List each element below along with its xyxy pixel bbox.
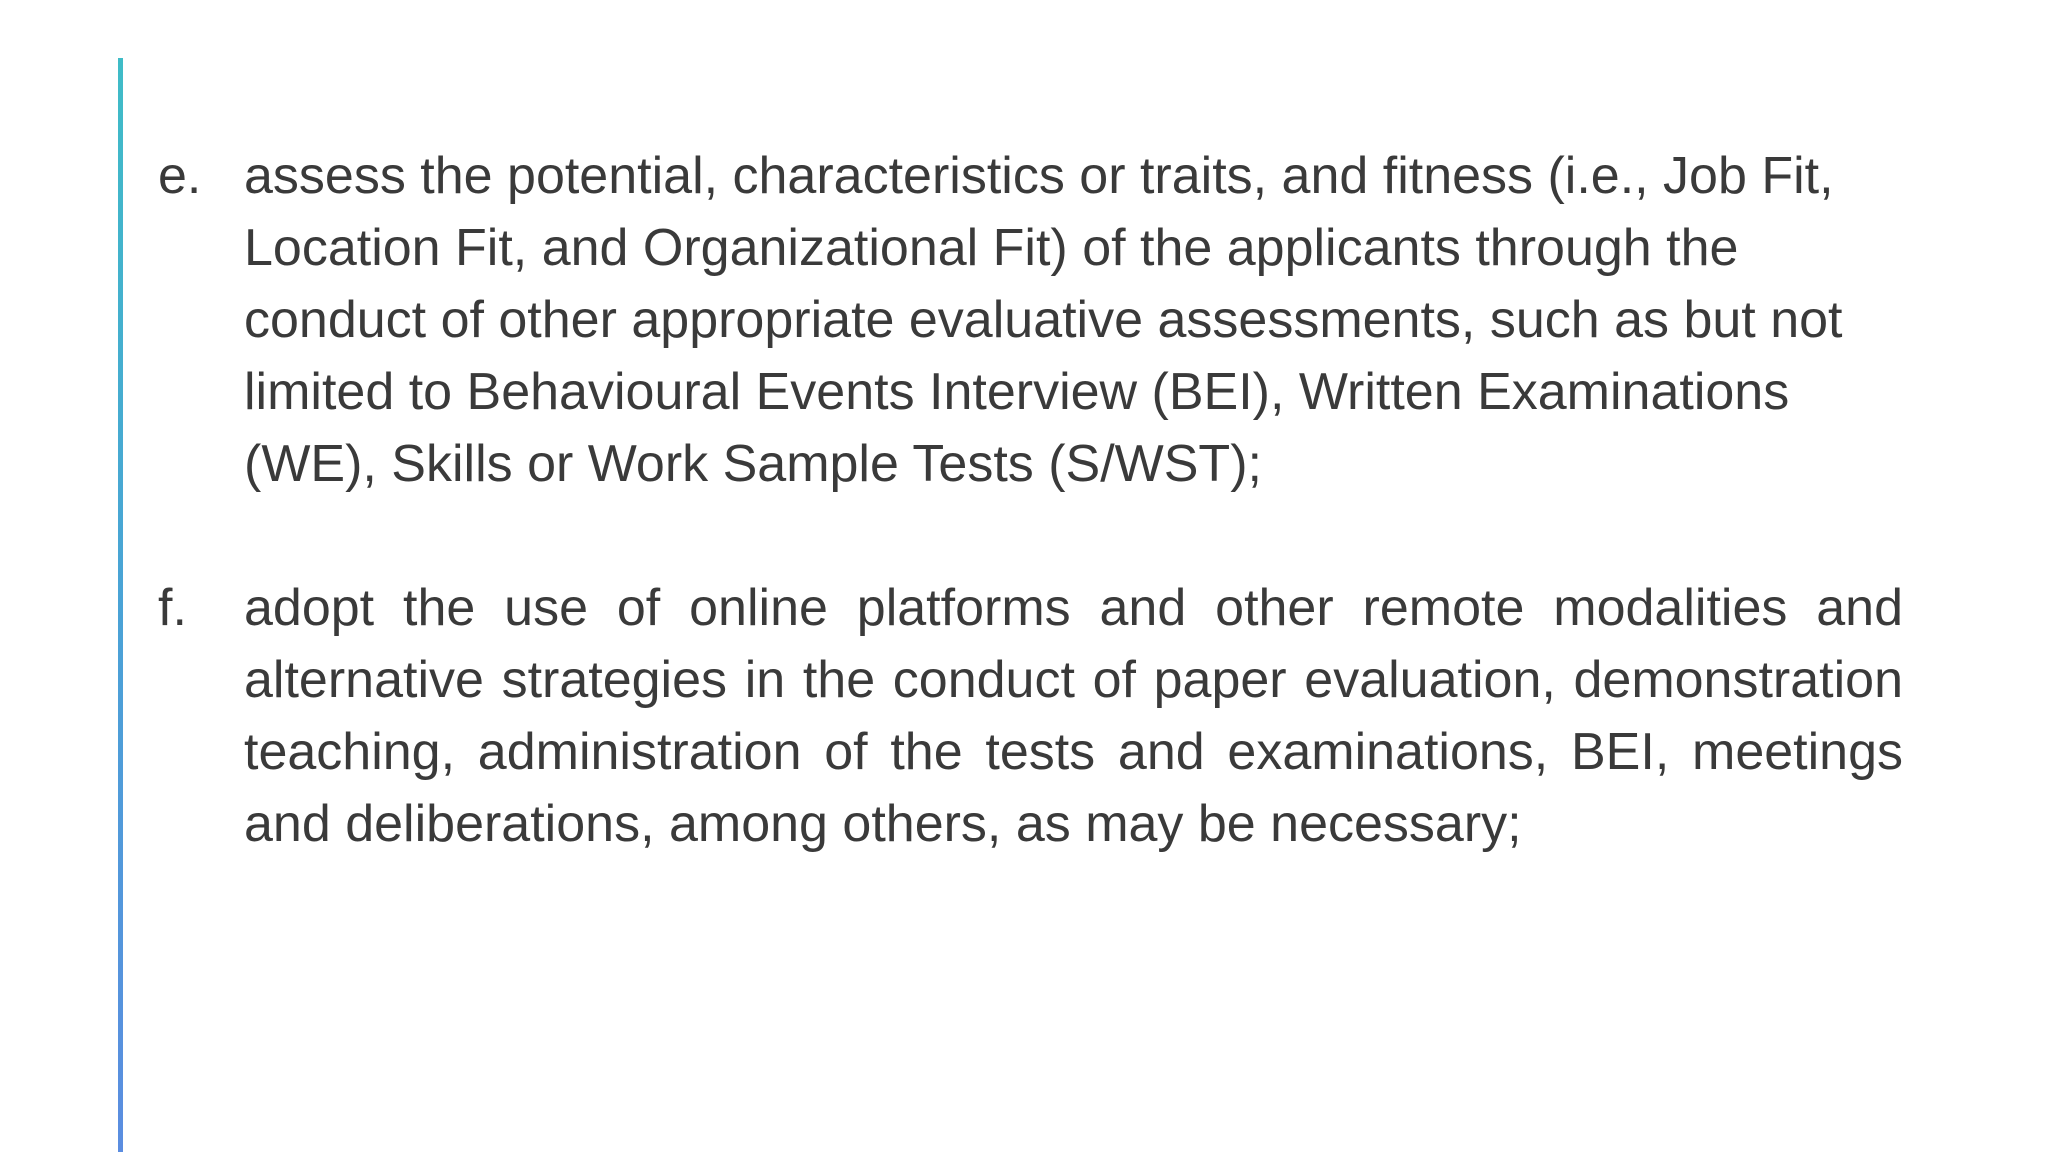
list-item-e: [158, 140, 1903, 500]
slide-content: [158, 140, 1903, 860]
list-marker-f: f.: [158, 579, 187, 637]
slide-accent-bar: [118, 58, 123, 1152]
list-text-e: assess the potential, characteristics or traits, and fitness (i.e., Job Fit, Location Fit, and Organizational Fit) of the applicants through the conduct of other appropriate evaluative assessments, such as but not limited to Behavioural Events Interview (BEI), Written Examinations (WE), Skills or Work Sample Tests (S/WST);: [244, 147, 1843, 493]
list-marker-e: e.: [158, 147, 202, 205]
list-text-f: adopt the use of online platforms and other remote modalities and alternative strategies in the conduct of paper evaluation, demonstration teaching, administration of the tests and examinations, BEI, meetings and deliberations, among others, as may be necessary;: [244, 579, 1903, 853]
list-item-f: [158, 572, 1903, 860]
